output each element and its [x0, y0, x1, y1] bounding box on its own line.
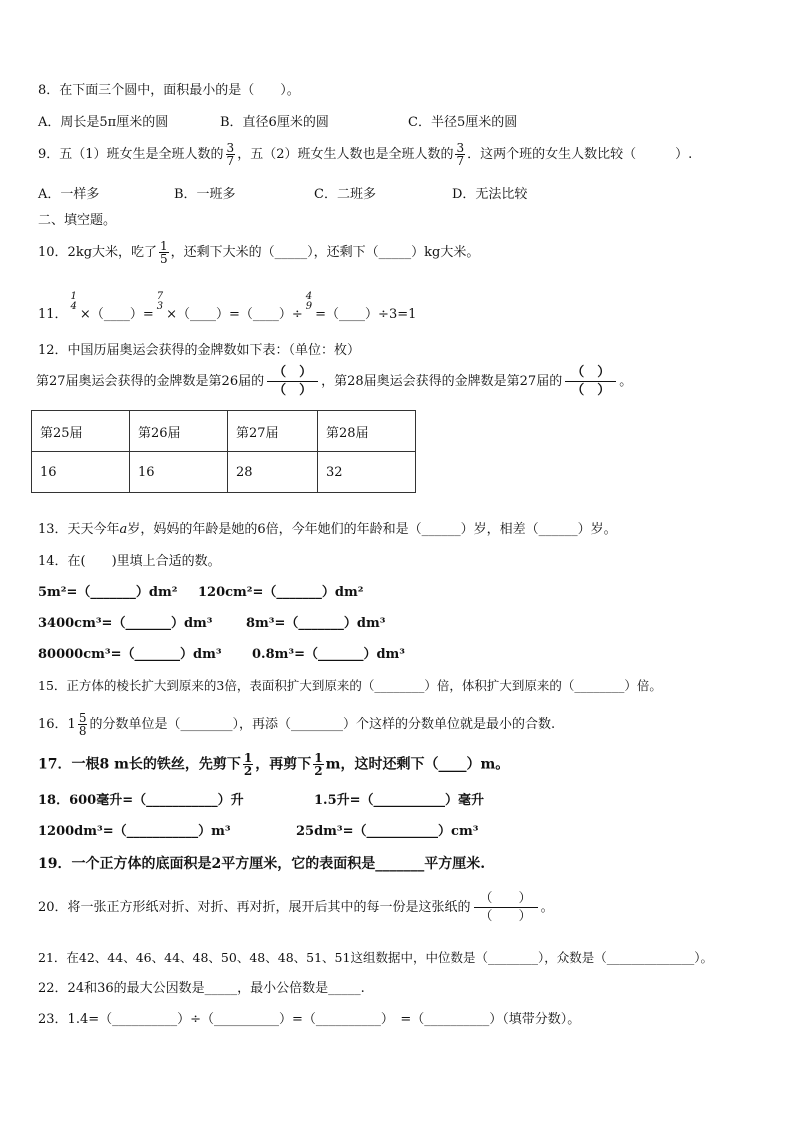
option-b[interactable]: B．直径6厘米的圆: [220, 115, 329, 130]
fraction: 7 3: [156, 291, 164, 312]
fraction: $\frac{3}{7}$: [226, 141, 235, 168]
option-a[interactable]: A．周长是5π厘米的圆: [38, 115, 169, 130]
table-row: [32, 411, 416, 452]
table-header: 第28届: [318, 411, 416, 452]
fraction: 1 4: [70, 291, 77, 312]
gold-medal-table: [31, 410, 416, 493]
question-14-row-3: 80000cm³=（_______）dm³ 0.8m³=（_______）dm³: [38, 647, 405, 662]
fraction: $\frac{1}{2}$: [314, 751, 323, 778]
fraction: $\frac{3}{7}$: [456, 141, 465, 168]
question-9-options: [38, 186, 528, 204]
option-c[interactable]: C．半径5厘米的圆: [408, 115, 518, 130]
question-14-row-1: 5m²=（_______）dm² 120cm²=（_______）dm²: [38, 585, 364, 600]
question-8: 8．在下面三个圆中，面积最小的是（ ）。: [38, 83, 300, 98]
question-15: 15．正方体的棱长扩大到原来的3倍，表面积扩大到原来的（________）倍，体积扩大到原来的（________）倍。: [38, 678, 662, 693]
question-13: 13．天天今年a岁，妈妈的年龄是她的6倍，今年她们的年龄和是（______）岁，相差（______）岁。: [38, 522, 617, 537]
table-row: [32, 452, 416, 493]
section-heading: 二、填空题。: [38, 213, 117, 228]
question-9: 9．五（1）班女生是全班人数的 $\frac{3}{7}$ ，五（2）班女生人数也是全班人数的 $\frac{3}{7}$ ．这两个班的女生人数比较（ ）.: [38, 141, 693, 168]
fraction: $\frac{1}{5}$: [160, 239, 168, 266]
question-11: 11． 1 4 ×（____）= 7 3 ×（____）=（____）÷ 4 9 =（____）÷3=1: [38, 291, 417, 322]
fraction: $\frac{1}{2}$: [243, 751, 253, 778]
table-cell: 16: [32, 452, 130, 493]
fraction: 4 9: [305, 291, 313, 312]
table-cell: 32: [318, 452, 416, 493]
blank-fraction[interactable]: （ ） （ ）: [565, 366, 616, 397]
option-c[interactable]: C．二班多: [314, 187, 376, 202]
option-d[interactable]: D．无法比较: [452, 187, 528, 202]
question-19: 19．一个正方体的底面积是2平方厘米，它的表面积是_______平方厘米.: [38, 856, 486, 872]
table-header: 第26届: [130, 411, 228, 452]
question-12-intro: 12．中国历届奥运会获得的金牌数如下表：（单位：枚）: [38, 343, 361, 358]
question-21: 21．在42、44、46、44、48、50、48、48、51、51这组数据中，中位数是（________），众数是（______________）。: [38, 950, 713, 965]
option-a[interactable]: A．一样多: [38, 187, 100, 202]
question-23: 23．1.4=（__________）÷（__________）=（__________） =（__________）（填带分数）。: [38, 1012, 581, 1027]
blank-fraction[interactable]: （ ） （ ）: [267, 366, 318, 397]
table-cell: 28: [228, 452, 318, 493]
blank-fraction[interactable]: （ ） （ ）: [474, 892, 538, 923]
table-header: 第27届: [228, 411, 318, 452]
question-22: 22．24和36的最大公因数是_____，最小公倍数是_____.: [38, 981, 365, 996]
question-17: 17．一根8 m长的铁丝，先剪下 $\frac{1}{2}$ ，再剪下 $\frac{1}{2}$ m，这时还剩下（____）m。: [38, 751, 510, 778]
question-16: 16．1 $\frac{5}{8}$ 的分数单位是（________），再添（________）个这样的分数单位就是最小的合数.: [38, 711, 556, 738]
option-b[interactable]: B．一班多: [174, 187, 236, 202]
table-header: 第25届: [32, 411, 130, 452]
question-12: 第27届奥运会获得的金牌数是第26届的 （ ） （ ） ，第28届奥运会获得的金牌数是第27届的 （ ） （ ） 。: [36, 365, 633, 398]
question-20: 20．将一张正方形纸对折、对折、再对折，展开后其中的每一份是这张纸的 （ ） （ ） 。: [38, 891, 554, 924]
question-18-row-2: 1200dm³=（___________）m³ 25dm³=（___________）cm³: [38, 824, 479, 839]
question-14: 14．在( )里填上合适的数。: [38, 554, 221, 569]
question-8-options: [38, 114, 518, 132]
question-18-row-1: 18．600毫升=（___________）升 1.5升=（___________）毫升: [38, 793, 485, 808]
mixed-number: 1 $\frac{5}{8}$: [67, 711, 87, 738]
question-14-row-2: 3400cm³=（_______）dm³ 8m³=（_______）dm³: [38, 616, 386, 631]
question-10: 10．2kg大米，吃了 $\frac{1}{5}$ ，还剩下大米的（_____），还剩下（_____）kg大米。: [38, 239, 480, 266]
table-cell: 16: [130, 452, 228, 493]
